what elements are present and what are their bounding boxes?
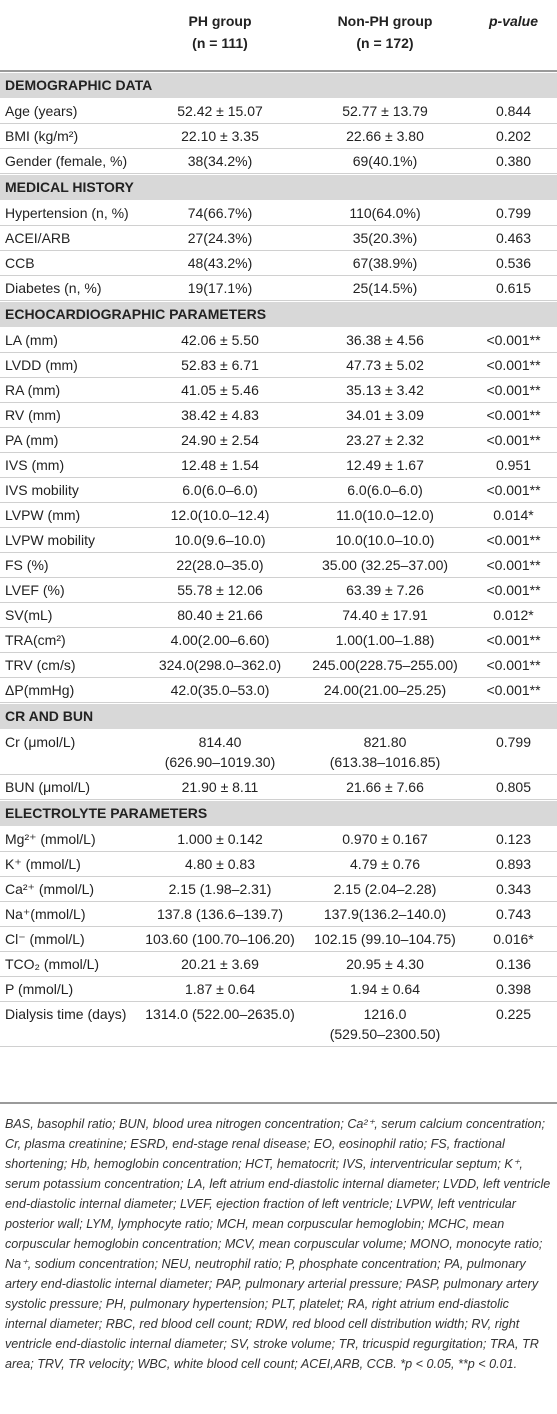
non-ph-value: 137.9(136.2–140.0) xyxy=(323,906,447,922)
section-header: ELECTROLYTE PARAMETERS xyxy=(0,800,557,827)
ph-value: 38(34.2%) xyxy=(187,153,253,169)
ph-value: 52.83 ± 6.71 xyxy=(181,357,259,373)
ph-value: 80.40 ± 21.66 xyxy=(177,607,263,623)
table-row xyxy=(0,251,557,276)
ph-value: 22(28.0–35.0) xyxy=(176,557,264,573)
table-row xyxy=(0,328,557,353)
ph-value: 2.15 (1.98–2.31) xyxy=(168,881,272,897)
table-row xyxy=(0,902,557,927)
non-ph-value: 35.13 ± 3.42 xyxy=(346,382,424,398)
non-ph-value: 67(38.9%) xyxy=(352,255,418,271)
table-row xyxy=(0,353,557,378)
row-label: LVPW mobility xyxy=(5,532,95,548)
row-label: LVPW (mm) xyxy=(5,507,81,523)
table-row xyxy=(0,977,557,1002)
non-ph-value: 74.40 ± 17.91 xyxy=(342,607,428,623)
table-footnote: BAS, basophil ratio; BUN, blood urea nitrogen concentration; Ca²⁺, serum calcium concentration; Cr, plasma creatinine; ESRD, end-stage renal disease; EO, eosinophil ratio; FS, fractional shortening; Hb, hemoglobin concentration; HCT, hematocrit; IVS, interventricular septum; K⁺, serum potassium concentration; LA, left atrium end-diastolic internal diameter; LVDD, left ventricle end-diastolic internal diameter; LVEF, ejection fraction of left ventricle; LVPW, left ventricular posterior wall; LYM, lymphocyte ratio; MCH, mean corpuscular hemoglobin; MCHC, mean corpuscular hemoglobin concentration; MCV, mean corpuscular volume; MONO, monocyte ratio; Na⁺, sodium concentration; NEU, neutrophil ratio; P, phosphate concentration; PA, pulmonary artery end-diastolic internal diameter; PAP, pulmonary arterial pressure; PASP, pulmonary artery systolic pressure; PH, pulmonary hypertension; PLT, platelet; RA, right atrium end-diastolic internal diameter; RBC, red blood cell count; RDW, red blood cell distribution width; RV, right ventricle end-diastolic internal diameter; SV, stroke volume; TR, tricuspid regurgitation; TRA, TR area; TRV, TR velocity; WBC, white blood cell count; ACEI,ARB, CCB. *p < 0.05, **p < 0.01. xyxy=(0,1102,557,1374)
row-label: BUN (μmol/L) xyxy=(5,779,91,795)
row-label: Age (years) xyxy=(5,103,78,119)
non-ph-value: 6.0(6.0–6.0) xyxy=(347,482,423,498)
non-ph-value xyxy=(300,732,470,772)
ph-value: 1314.0 (522.00–2635.0) xyxy=(145,1006,295,1022)
ph-value: 24.90 ± 2.54 xyxy=(181,432,259,448)
non-ph-value: 0.970 ± 0.167 xyxy=(342,831,428,847)
ph-value: 38.42 ± 4.83 xyxy=(181,407,259,423)
table-row xyxy=(0,428,557,453)
p-value: 0.844 xyxy=(495,103,532,119)
non-ph-group-n: (n = 172) xyxy=(356,35,414,51)
non-ph-value: 35(20.3%) xyxy=(352,230,418,246)
non-ph-value: 12.49 ± 1.67 xyxy=(346,457,424,473)
row-label: Na⁺(mmol/L) xyxy=(5,906,86,922)
table-row xyxy=(0,775,557,800)
table-row xyxy=(0,276,557,301)
p-value: 0.743 xyxy=(495,906,532,922)
non-ph-value: 1.00(1.00–1.88) xyxy=(335,632,435,648)
table-row xyxy=(0,628,557,653)
row-label: LVDD (mm) xyxy=(5,357,78,373)
table-row xyxy=(0,226,557,251)
table-row xyxy=(0,378,557,403)
non-ph-value-line1: 1216.0 xyxy=(363,1006,407,1022)
p-value: <0.001** xyxy=(486,382,541,398)
non-ph-group-title: Non-PH group xyxy=(337,13,433,29)
non-ph-value-line2: (613.38–1016.85) xyxy=(329,754,441,770)
ph-value xyxy=(140,732,300,772)
table-row xyxy=(0,478,557,503)
ph-group-header xyxy=(140,10,300,54)
p-value-header xyxy=(470,10,557,32)
ph-value: 22.10 ± 3.35 xyxy=(181,128,259,144)
p-value: 0.136 xyxy=(495,956,532,972)
row-label: PA (mm) xyxy=(5,432,59,448)
table-row xyxy=(0,553,557,578)
p-value: 0.805 xyxy=(495,779,532,795)
row-label: Cr (μmol/L) xyxy=(5,734,76,750)
non-ph-value: 110(64.0%) xyxy=(349,205,421,221)
non-ph-value: 69(40.1%) xyxy=(352,153,418,169)
non-ph-value: 36.38 ± 4.56 xyxy=(346,332,424,348)
table-row xyxy=(0,952,557,977)
ph-value: 4.80 ± 0.83 xyxy=(185,856,255,872)
non-ph-value: 34.01 ± 3.09 xyxy=(346,407,424,423)
table-row xyxy=(0,99,557,124)
row-label: Ca²⁺ (mmol/L) xyxy=(5,881,95,897)
table-row xyxy=(0,403,557,428)
p-value: 0.123 xyxy=(495,831,532,847)
ph-value: 55.78 ± 12.06 xyxy=(177,582,263,598)
ph-value: 52.42 ± 15.07 xyxy=(177,103,263,119)
ph-value: 41.05 ± 5.46 xyxy=(181,382,259,398)
non-ph-value: 23.27 ± 2.32 xyxy=(346,432,424,448)
table-row xyxy=(0,201,557,226)
p-value: 0.615 xyxy=(495,280,532,296)
table-row xyxy=(0,653,557,678)
row-label: BMI (kg/m²) xyxy=(5,128,79,144)
table-row xyxy=(0,124,557,149)
table-row xyxy=(0,827,557,852)
non-ph-value: 22.66 ± 3.80 xyxy=(346,128,424,144)
table-row xyxy=(0,603,557,628)
ph-value-line1: 814.40 xyxy=(198,734,242,750)
row-label: TCO₂ (mmol/L) xyxy=(5,956,100,972)
non-ph-value: 245.00(228.75–255.00) xyxy=(312,657,458,673)
p-value-title: p-value xyxy=(488,13,538,29)
p-value: 0.225 xyxy=(495,1006,532,1022)
row-label: TRA(cm²) xyxy=(5,632,66,648)
non-ph-value: 11.0(10.0–12.0) xyxy=(336,507,434,523)
non-ph-value: 4.79 ± 0.76 xyxy=(350,856,420,872)
p-value: <0.001** xyxy=(486,532,541,548)
row-label: Gender (female, %) xyxy=(5,153,128,169)
ph-value: 48(43.2%) xyxy=(187,255,253,271)
non-ph-value: 2.15 (2.04–2.28) xyxy=(333,881,437,897)
row-label: ΔP(mmHg) xyxy=(5,682,75,698)
table-row xyxy=(0,503,557,528)
row-label: FS (%) xyxy=(5,557,49,573)
ph-value: 10.0(9.6–10.0) xyxy=(174,532,266,548)
non-ph-value xyxy=(300,1004,470,1044)
p-value: <0.001** xyxy=(486,482,541,498)
ph-value: 1.000 ± 0.142 xyxy=(177,831,263,847)
p-value: 0.799 xyxy=(495,734,532,750)
p-value: 0.536 xyxy=(495,255,532,271)
non-ph-value: 52.77 ± 13.79 xyxy=(342,103,428,119)
non-ph-value: 47.73 ± 5.02 xyxy=(346,357,424,373)
ph-value-line2: (626.90–1019.30) xyxy=(164,754,276,770)
table-row xyxy=(0,578,557,603)
table-row xyxy=(0,149,557,174)
non-ph-value-line2: (529.50–2300.50) xyxy=(329,1026,441,1042)
row-label: K⁺ (mmol/L) xyxy=(5,856,81,872)
table-row xyxy=(0,927,557,952)
p-value: <0.001** xyxy=(486,582,541,598)
p-value: 0.893 xyxy=(495,856,532,872)
p-value: 0.202 xyxy=(495,128,532,144)
ph-group-title: PH group xyxy=(188,13,252,29)
row-label: RA (mm) xyxy=(5,382,61,398)
p-value: 0.343 xyxy=(495,881,532,897)
row-label: LVEF (%) xyxy=(5,582,65,598)
ph-value: 74(66.7%) xyxy=(187,205,253,221)
non-ph-value: 63.39 ± 7.26 xyxy=(346,582,424,598)
row-label: Hypertension (n, %) xyxy=(5,205,129,221)
ph-value: 21.90 ± 8.11 xyxy=(181,779,259,795)
row-label: Dialysis time (days) xyxy=(5,1006,127,1022)
ph-value: 12.48 ± 1.54 xyxy=(181,457,259,473)
p-value: 0.012* xyxy=(493,607,534,623)
table-header xyxy=(0,0,557,70)
non-ph-value: 10.0(10.0–10.0) xyxy=(335,532,435,548)
row-label: CCB xyxy=(5,255,35,271)
ph-value: 4.00(2.00–6.60) xyxy=(170,632,270,648)
row-label: Mg²⁺ (mmol/L) xyxy=(5,831,96,847)
ph-value: 12.0(10.0–12.4) xyxy=(170,507,270,523)
section-header: CR AND BUN xyxy=(0,703,557,730)
table-row xyxy=(0,852,557,877)
non-ph-value: 20.95 ± 4.30 xyxy=(346,956,424,972)
p-value: <0.001** xyxy=(486,657,541,673)
table-row xyxy=(0,453,557,478)
ph-value: 137.8 (136.6–139.7) xyxy=(156,906,284,922)
ph-value: 6.0(6.0–6.0) xyxy=(182,482,258,498)
ph-group-n: (n = 111) xyxy=(192,35,248,51)
row-label: SV(mL) xyxy=(5,607,53,623)
row-label: RV (mm) xyxy=(5,407,61,423)
row-label: TRV (cm/s) xyxy=(5,657,76,673)
table-body xyxy=(0,72,557,1047)
row-label: IVS mobility xyxy=(5,482,79,498)
p-value: 0.951 xyxy=(495,457,532,473)
non-ph-group-header xyxy=(300,10,470,54)
row-label: Cl⁻ (mmol/L) xyxy=(5,931,85,947)
p-value: 0.380 xyxy=(495,153,532,169)
p-value: <0.001** xyxy=(486,407,541,423)
non-ph-value-line1: 821.80 xyxy=(363,734,407,750)
table-row xyxy=(0,528,557,553)
non-ph-value: 1.94 ± 0.64 xyxy=(350,981,420,997)
ph-value: 42.06 ± 5.50 xyxy=(181,332,259,348)
row-label: IVS (mm) xyxy=(5,457,65,473)
row-label: ACEI/ARB xyxy=(5,230,71,246)
non-ph-value: 21.66 ± 7.66 xyxy=(346,779,424,795)
p-value: 0.014* xyxy=(493,507,534,523)
section-header: ECHOCARDIOGRAPHIC PARAMETERS xyxy=(0,301,557,328)
non-ph-value: 35.00 (32.25–37.00) xyxy=(321,557,449,573)
table-row xyxy=(0,877,557,902)
non-ph-value: 24.00(21.00–25.25) xyxy=(323,682,447,698)
p-value: 0.463 xyxy=(495,230,532,246)
ph-value: 20.21 ± 3.69 xyxy=(181,956,259,972)
p-value: 0.398 xyxy=(495,981,532,997)
ph-value: 27(24.3%) xyxy=(187,230,253,246)
non-ph-value: 102.15 (99.10–104.75) xyxy=(314,931,456,947)
p-value: 0.016* xyxy=(493,931,534,947)
table-row xyxy=(0,730,557,775)
p-value: <0.001** xyxy=(486,632,541,648)
ph-value: 1.87 ± 0.64 xyxy=(185,981,255,997)
p-value: 0.799 xyxy=(495,205,532,221)
p-value: <0.001** xyxy=(486,682,541,698)
ph-value: 19(17.1%) xyxy=(187,280,253,296)
table-row xyxy=(0,1002,557,1047)
non-ph-value: 25(14.5%) xyxy=(352,280,418,296)
table-row xyxy=(0,678,557,703)
p-value: <0.001** xyxy=(486,357,541,373)
row-label: Diabetes (n, %) xyxy=(5,280,102,296)
p-value: <0.001** xyxy=(486,332,541,348)
p-value: <0.001** xyxy=(486,432,541,448)
p-value: <0.001** xyxy=(486,557,541,573)
row-label: LA (mm) xyxy=(5,332,58,348)
section-header: DEMOGRAPHIC DATA xyxy=(0,72,557,99)
ph-value: 324.0(298.0–362.0) xyxy=(158,657,282,673)
ph-value: 103.60 (100.70–106.20) xyxy=(145,931,295,947)
ph-value: 42.0(35.0–53.0) xyxy=(170,682,270,698)
section-header: MEDICAL HISTORY xyxy=(0,174,557,201)
row-label: P (mmol/L) xyxy=(5,981,74,997)
